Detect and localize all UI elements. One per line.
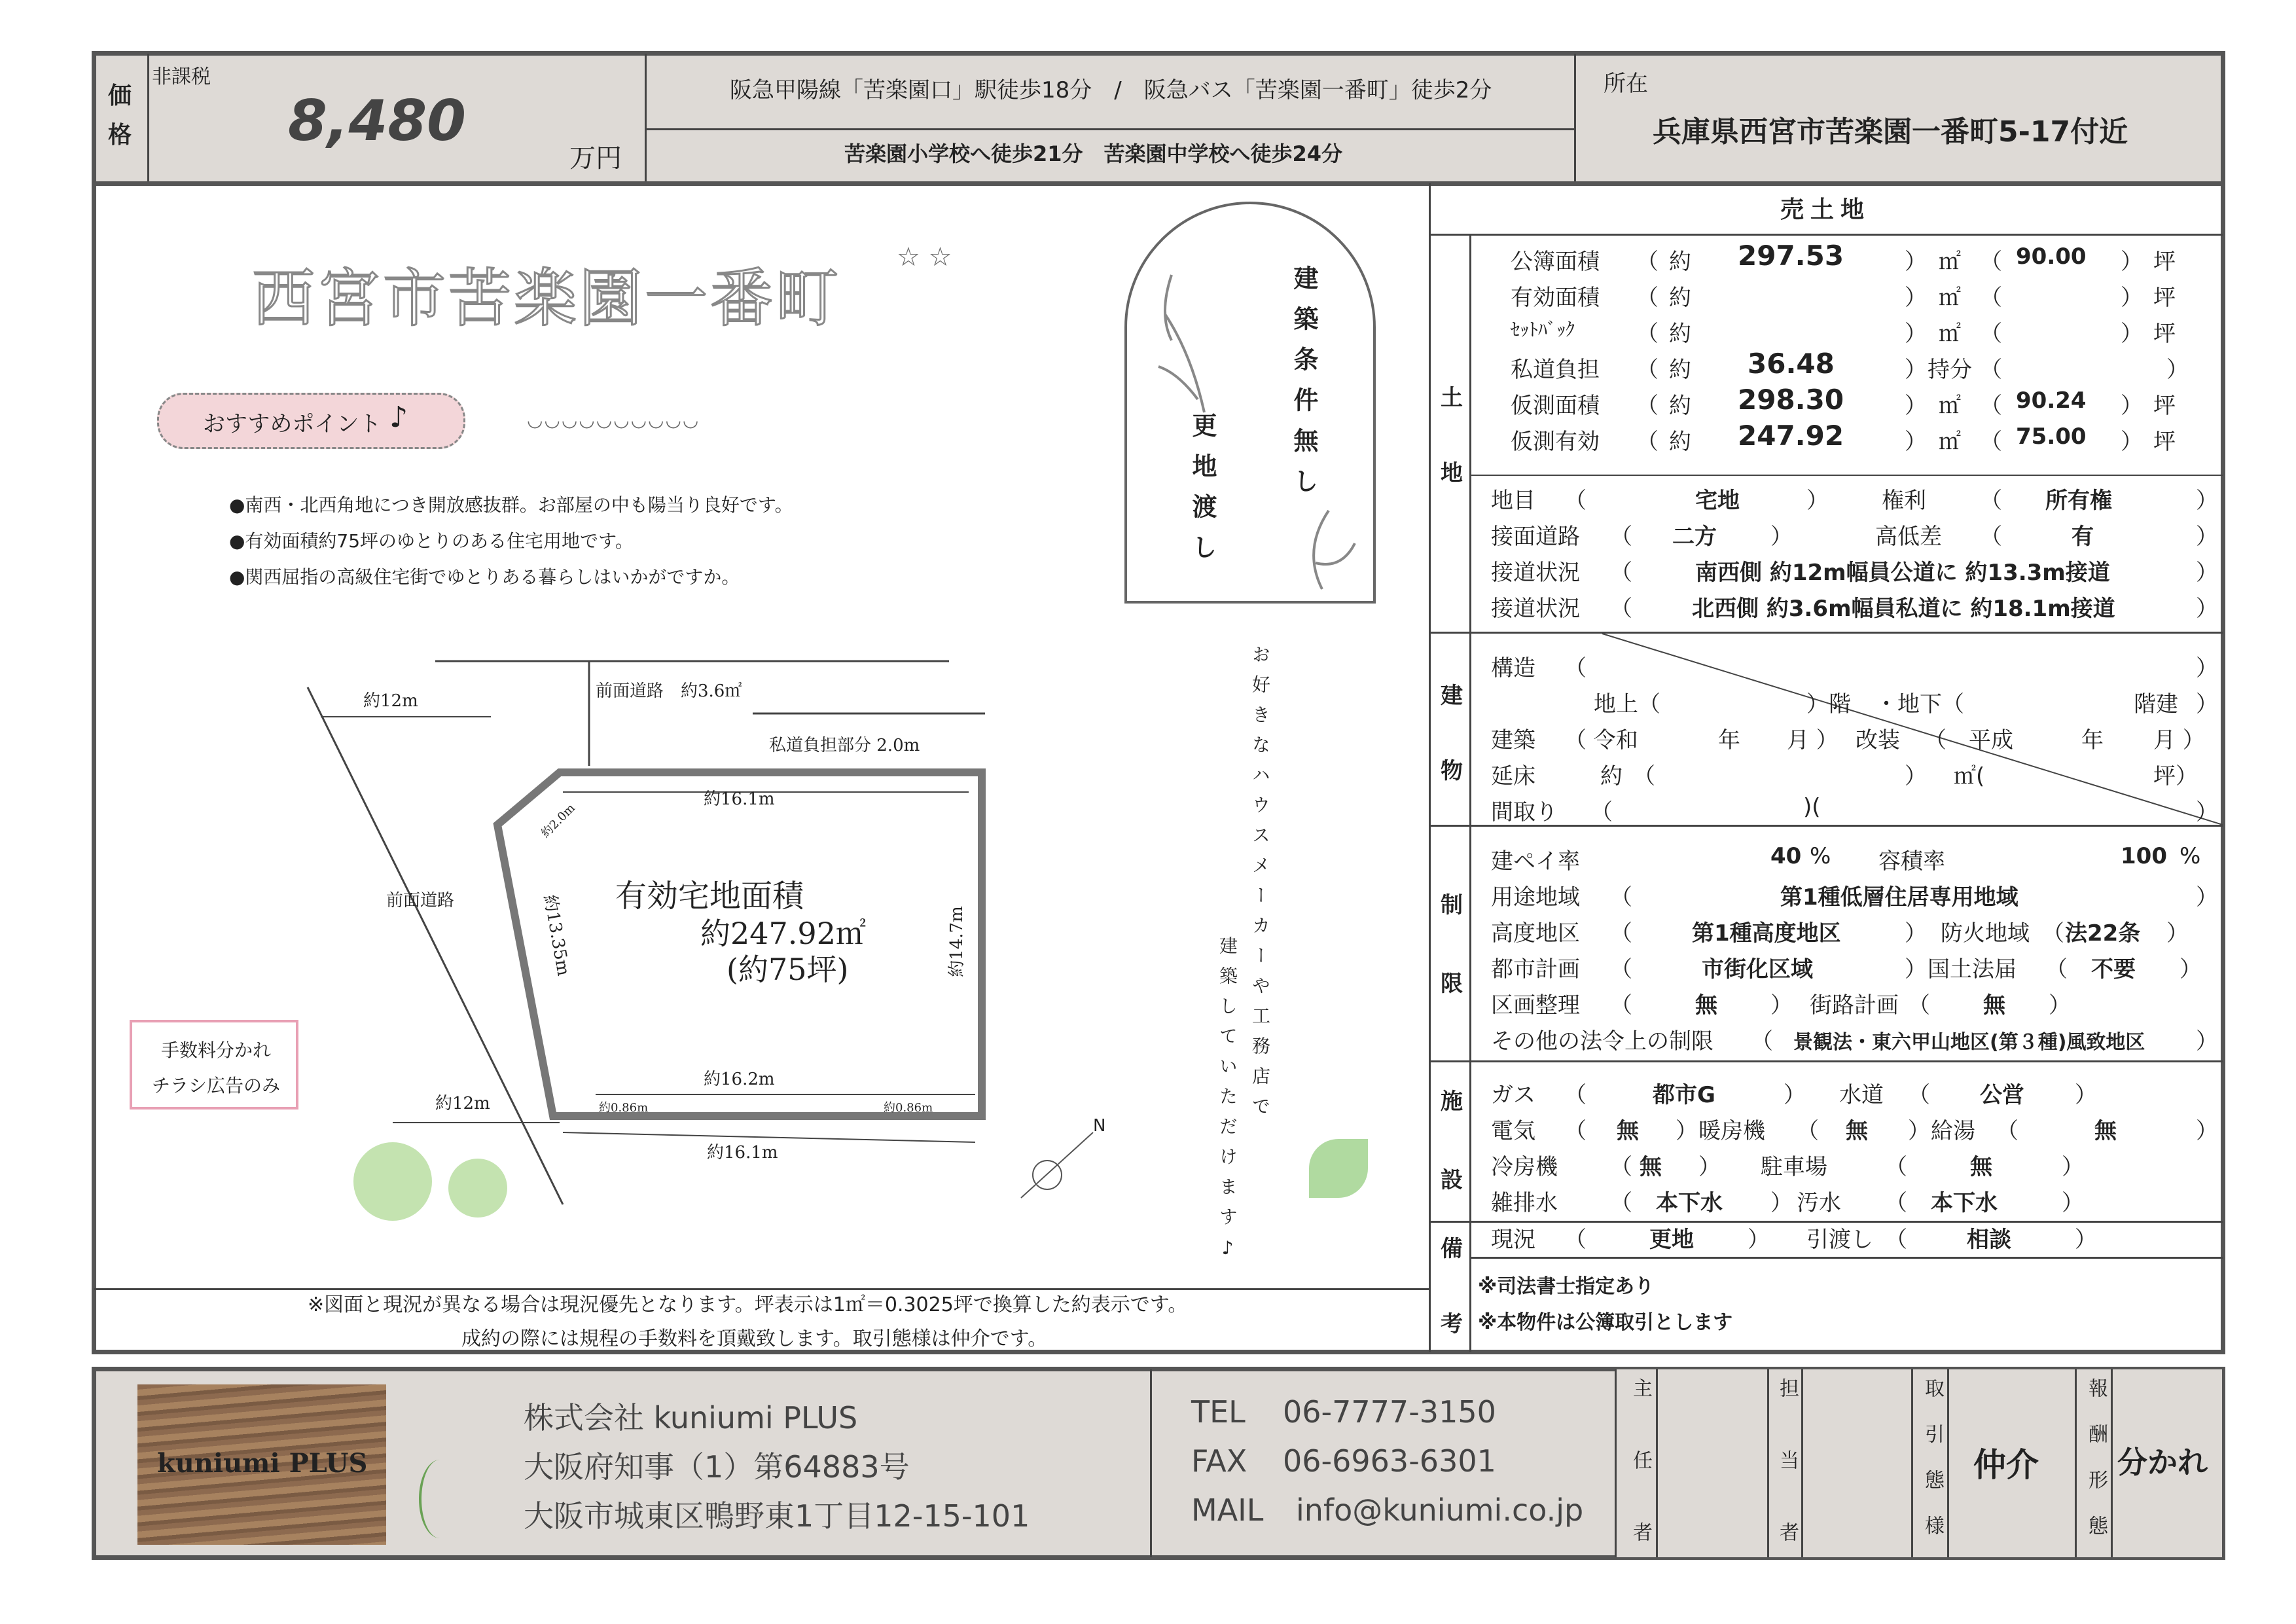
area-title: 西宮市苦楽園一番町 xyxy=(252,262,841,335)
tanto-label: 担当者 xyxy=(1776,1378,1799,1594)
tel-label: TEL xyxy=(1191,1394,1246,1430)
address: 大阪市城東区鴨野東1丁目12-15-101 xyxy=(524,1498,1030,1534)
torihiki-label: 取引態様 xyxy=(1921,1378,1944,1561)
plan-inner-bottom: 約16.2m xyxy=(704,1070,775,1089)
tel-number[interactable]: 06-7777-3150 xyxy=(1283,1394,1496,1430)
hoshu-value: 分かれ xyxy=(2117,1445,2208,1480)
footnote-1: ※図面と現況が異なる場合は現況優先となります。坪表示は1㎡＝0.3025坪で換算した約表示です。 xyxy=(308,1293,1188,1316)
arch-text-2: 更地渡し xyxy=(1188,412,1217,575)
arch-text-1: 建築条件無し xyxy=(1289,265,1318,509)
note-1: ※司法書士指定あり xyxy=(1478,1275,1655,1298)
note-label-2: 考 xyxy=(1441,1311,1463,1337)
access-line-1: 阪急甲陽線「苦楽園口」駅徒歩18分 / 阪急バス「苦楽園一番町」徒歩2分 xyxy=(730,77,1492,103)
leaf-icon xyxy=(1309,1139,1368,1198)
star-icon: ☆ ☆ xyxy=(897,242,952,272)
location-label: 所在 xyxy=(1604,71,1648,97)
recommend-label: おすすめポイント xyxy=(203,411,382,437)
location-value: 兵庫県西宮市苦楽園一番町5-17付近 xyxy=(1653,115,2128,149)
fax-label: FAX xyxy=(1191,1443,1247,1479)
plan-corner: 約2.0m xyxy=(538,801,578,841)
plan-west-12m: 約12m xyxy=(363,691,418,711)
plan-right-edge: 約14.7m xyxy=(946,906,967,977)
garland-decoration: ◡◡◡◡◡◡◡◡◡◡ xyxy=(527,409,700,431)
torihiki-value: 仲介 xyxy=(1973,1446,2039,1484)
music-note-icon: ♪ xyxy=(389,401,408,434)
plan-private-road: 私道負担部分 2.0m xyxy=(769,736,920,755)
plan-left-edge: 約13.35m xyxy=(539,893,573,978)
plan-front-road-top: 前面道路 約3.6㎡ xyxy=(596,681,742,701)
plan-small-left: 約0.86m xyxy=(599,1101,649,1115)
price-unit: 万円 xyxy=(569,143,622,173)
plan-area-tsubo: (約75坪) xyxy=(726,952,849,987)
bld-label-2: 物 xyxy=(1441,758,1463,784)
price-label-1: 価 xyxy=(108,82,132,109)
plan-area-value: 約247.92㎡ xyxy=(700,916,866,951)
license: 大阪府知事（1）第64883号 xyxy=(524,1449,910,1485)
shunin-label: 主任者 xyxy=(1629,1378,1652,1594)
vertical-note-1: お好きなハウスメーカーや工務店で xyxy=(1249,645,1271,1127)
price-value: 8,480 xyxy=(288,88,467,154)
plan-bottom-12m: 約12m xyxy=(435,1094,490,1113)
price-label-2: 格 xyxy=(108,122,132,149)
arch-frame xyxy=(1113,196,1388,609)
point-2: ●有効面積約75坪のゆとりのある住宅用地です。 xyxy=(229,530,634,552)
footnote-2: 成約の際には規程の手数料を頂戴致します。取引態様は仲介です。 xyxy=(461,1327,1048,1350)
plan-area-title: 有効宅地面積 xyxy=(615,878,804,914)
mail-address[interactable]: info@kuniumi.co.jp xyxy=(1296,1492,1584,1528)
vertical-note-2: 建築していただけます♪ xyxy=(1217,936,1238,1271)
plan-small-right: 約0.86m xyxy=(884,1101,933,1115)
fac-label-1: 施 xyxy=(1441,1089,1463,1115)
land-label-2: 地 xyxy=(1441,460,1463,486)
plan-front-road-left: 前面道路 xyxy=(386,891,455,911)
land-label-1: 土 xyxy=(1441,385,1463,411)
logo-text: kuniumi PLUS xyxy=(157,1448,368,1479)
company-name: 株式会社 kuniumi PLUS xyxy=(524,1400,858,1435)
hoshu-label: 報酬形態 xyxy=(2085,1378,2108,1561)
plan-bottom-edge: 約16.1m xyxy=(707,1143,778,1163)
point-1: ●南西・北西角地につき開放感抜群。お部屋の中も陽当り良好です。 xyxy=(229,494,793,516)
note-label-1: 備 xyxy=(1441,1236,1463,1262)
bld-label-1: 建 xyxy=(1441,683,1463,709)
fee-box-line-1: 手数料分かれ xyxy=(161,1039,272,1061)
spec-header: 売土地 xyxy=(1780,196,1871,223)
access-line-2: 苦楽園小学校へ徒歩21分 苦楽園中学校へ徒歩24分 xyxy=(844,141,1343,166)
note-2: ※本物件は公簿取引とします xyxy=(1478,1311,1733,1334)
compass-icon: N xyxy=(1093,1116,1106,1136)
plant-icon-footer xyxy=(419,1460,461,1538)
plan-top-edge: 約16.1m xyxy=(704,789,775,809)
fee-box-line-2: チラシ広告のみ xyxy=(152,1075,281,1096)
mail-label: MAIL xyxy=(1191,1492,1264,1528)
point-3: ●関西屈指の高級住宅街でゆとりある暮らしはいかがですか。 xyxy=(229,566,740,588)
limit-label-2: 限 xyxy=(1441,971,1463,997)
tax-note: 非課税 xyxy=(152,65,211,88)
limit-label-1: 制 xyxy=(1441,892,1463,918)
fax-number: 06-6963-6301 xyxy=(1283,1443,1496,1479)
fac-label-2: 設 xyxy=(1441,1167,1463,1193)
